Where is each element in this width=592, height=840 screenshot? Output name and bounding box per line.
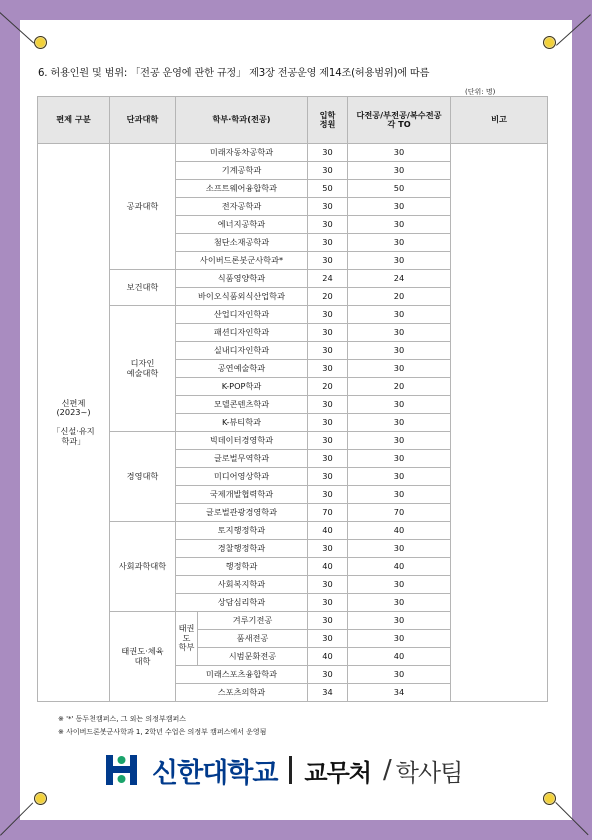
- table-row: [38, 144, 548, 162]
- to-cell: 30: [348, 432, 451, 450]
- major-cell: 에너지공학과: [176, 216, 308, 234]
- college-cell: 사회과학대학: [110, 522, 176, 612]
- major-cell: 글로벌무역학과: [176, 450, 308, 468]
- to-cell: 30: [348, 576, 451, 594]
- quota-cell: 34: [308, 684, 348, 702]
- college-cell: 태권도·체육 대학: [110, 612, 176, 702]
- type-cell: 신편제 (2023~) 「신설·유지 학과」: [38, 144, 110, 702]
- to-cell: 40: [348, 522, 451, 540]
- university-logo-icon: [100, 751, 144, 789]
- quota-cell: 30: [308, 324, 348, 342]
- to-cell: 30: [348, 252, 451, 270]
- section-heading: 6. 허용인원 및 범위: 「전공 운영에 관한 규정」 제3장 전공운영 제14조(허용범위)에 따름: [38, 68, 430, 79]
- quota-cell: 30: [308, 666, 348, 684]
- quota-cell: 20: [308, 288, 348, 306]
- table-header-row: [38, 97, 548, 144]
- to-cell: 30: [348, 540, 451, 558]
- to-cell: 40: [348, 558, 451, 576]
- major-cell: 빅데이터경영학과: [176, 432, 308, 450]
- to-cell: 30: [348, 450, 451, 468]
- major-cell: 품새전공: [198, 630, 308, 648]
- major-cell: 글로벌관광경영학과: [176, 504, 308, 522]
- to-cell: 30: [348, 162, 451, 180]
- to-cell: 30: [348, 144, 451, 162]
- remark-cell: [451, 144, 548, 702]
- header-quota: 입학 정원: [308, 97, 348, 144]
- major-cell: 경찰행정학과: [176, 540, 308, 558]
- to-cell: 30: [348, 342, 451, 360]
- to-cell: 30: [348, 414, 451, 432]
- to-cell: 34: [348, 684, 451, 702]
- major-cell: 스포츠의학과: [176, 684, 308, 702]
- major-cell: K-뷰티학과: [176, 414, 308, 432]
- major-cell: 사회복지학과: [176, 576, 308, 594]
- unit-note: (단위: 명): [465, 88, 496, 96]
- pin-bottom-left: [34, 792, 47, 805]
- to-cell: 50: [348, 180, 451, 198]
- major-cell: 행정학과: [176, 558, 308, 576]
- to-cell: 30: [348, 486, 451, 504]
- quota-cell: 30: [308, 162, 348, 180]
- college-cell: 경영대학: [110, 432, 176, 522]
- college-cell: 디자인 예술대학: [110, 306, 176, 432]
- pin-top-right: [543, 36, 556, 49]
- to-cell: 30: [348, 306, 451, 324]
- to-cell: 40: [348, 648, 451, 666]
- major-cell: 패션디자인학과: [176, 324, 308, 342]
- quota-cell: 70: [308, 504, 348, 522]
- college-cell: 공과대학: [110, 144, 176, 270]
- pin-bottom-right: [543, 792, 556, 805]
- department-name: 교무처: [304, 758, 371, 787]
- to-cell: 30: [348, 234, 451, 252]
- quota-cell: 40: [308, 558, 348, 576]
- quota-cell: 30: [308, 252, 348, 270]
- to-cell: 30: [348, 396, 451, 414]
- to-cell: 20: [348, 288, 451, 306]
- to-cell: 30: [348, 612, 451, 630]
- quota-cell: 30: [308, 450, 348, 468]
- pin-top-left: [34, 36, 47, 49]
- major-cell: 산업디자인학과: [176, 306, 308, 324]
- quota-table: [37, 96, 548, 702]
- to-cell: 24: [348, 270, 451, 288]
- quota-cell: 30: [308, 612, 348, 630]
- quota-cell: 30: [308, 342, 348, 360]
- to-cell: 30: [348, 594, 451, 612]
- quota-cell: 30: [308, 360, 348, 378]
- university-name: 신한대학교: [152, 757, 278, 789]
- footer-logo: [100, 750, 462, 790]
- major-cell: 미디어영상학과: [176, 468, 308, 486]
- team-name: 학사팀: [395, 758, 463, 787]
- quota-cell: 30: [308, 216, 348, 234]
- major-cell: 공연예술학과: [176, 360, 308, 378]
- quota-cell: 30: [308, 432, 348, 450]
- quota-cell: 30: [308, 594, 348, 612]
- major-cell: 소프트웨어융합학과: [176, 180, 308, 198]
- quota-cell: 30: [308, 306, 348, 324]
- quota-cell: 30: [308, 540, 348, 558]
- major-cell: 첨단소재공학과: [176, 234, 308, 252]
- quota-cell: 30: [308, 630, 348, 648]
- major-cell: 식품영양학과: [176, 270, 308, 288]
- major-cell: 실내디자인학과: [176, 342, 308, 360]
- to-cell: 30: [348, 216, 451, 234]
- quota-cell: 30: [308, 486, 348, 504]
- to-cell: 30: [348, 198, 451, 216]
- to-cell: 70: [348, 504, 451, 522]
- quota-cell: 30: [308, 468, 348, 486]
- header-remark: 비고: [451, 97, 548, 144]
- major-cell: 시범문화전공: [198, 648, 308, 666]
- major-cell: 미래스포츠융합학과: [176, 666, 308, 684]
- quota-cell: 30: [308, 396, 348, 414]
- quota-cell: 40: [308, 522, 348, 540]
- college-cell: 보건대학: [110, 270, 176, 306]
- header-college: 단과대학: [110, 97, 176, 144]
- footer-divider: [289, 756, 292, 784]
- header-major: 학부·학과(전공): [176, 97, 308, 144]
- major-cell: 모델콘텐츠학과: [176, 396, 308, 414]
- major-cell: 미래자동차공학과: [176, 144, 308, 162]
- quota-cell: 20: [308, 378, 348, 396]
- to-cell: 30: [348, 324, 451, 342]
- major-cell: 바이오식품외식산업학과: [176, 288, 308, 306]
- quota-cell: 50: [308, 180, 348, 198]
- quota-cell: 40: [308, 648, 348, 666]
- quota-cell: 24: [308, 270, 348, 288]
- major-cell: 국제개발협력학과: [176, 486, 308, 504]
- major-cell: 토지행정학과: [176, 522, 308, 540]
- major-cell: 겨루기전공: [198, 612, 308, 630]
- header-to: 다전공/부전공/복수전공 각 TO: [348, 97, 451, 144]
- major-cell: 기계공학과: [176, 162, 308, 180]
- major-cell: 상담심리학과: [176, 594, 308, 612]
- major-cell: 사이버드론봇군사학과*: [176, 252, 308, 270]
- quota-cell: 30: [308, 198, 348, 216]
- to-cell: 30: [348, 666, 451, 684]
- header-type: 편제 구분: [38, 97, 110, 144]
- to-cell: 30: [348, 468, 451, 486]
- major-cell: 전자공학과: [176, 198, 308, 216]
- quota-cell: 30: [308, 576, 348, 594]
- subgroup-cell: 태권도 학부: [176, 612, 198, 666]
- footnotes: [58, 713, 266, 739]
- major-cell: K-POP학과: [176, 378, 308, 396]
- quota-cell: 30: [308, 414, 348, 432]
- to-cell: 30: [348, 360, 451, 378]
- to-cell: 30: [348, 630, 451, 648]
- quota-cell: 30: [308, 144, 348, 162]
- slash-separator: /: [382, 755, 392, 785]
- footnote: ※ '*' 동두천캠퍼스, 그 외는 의정부캠퍼스: [58, 715, 186, 723]
- footnote: ※ 사이버드론봇군사학과 1, 2학년 수업은 의정부 캠퍼스에서 운영됨: [58, 728, 267, 736]
- to-cell: 20: [348, 378, 451, 396]
- quota-cell: 30: [308, 234, 348, 252]
